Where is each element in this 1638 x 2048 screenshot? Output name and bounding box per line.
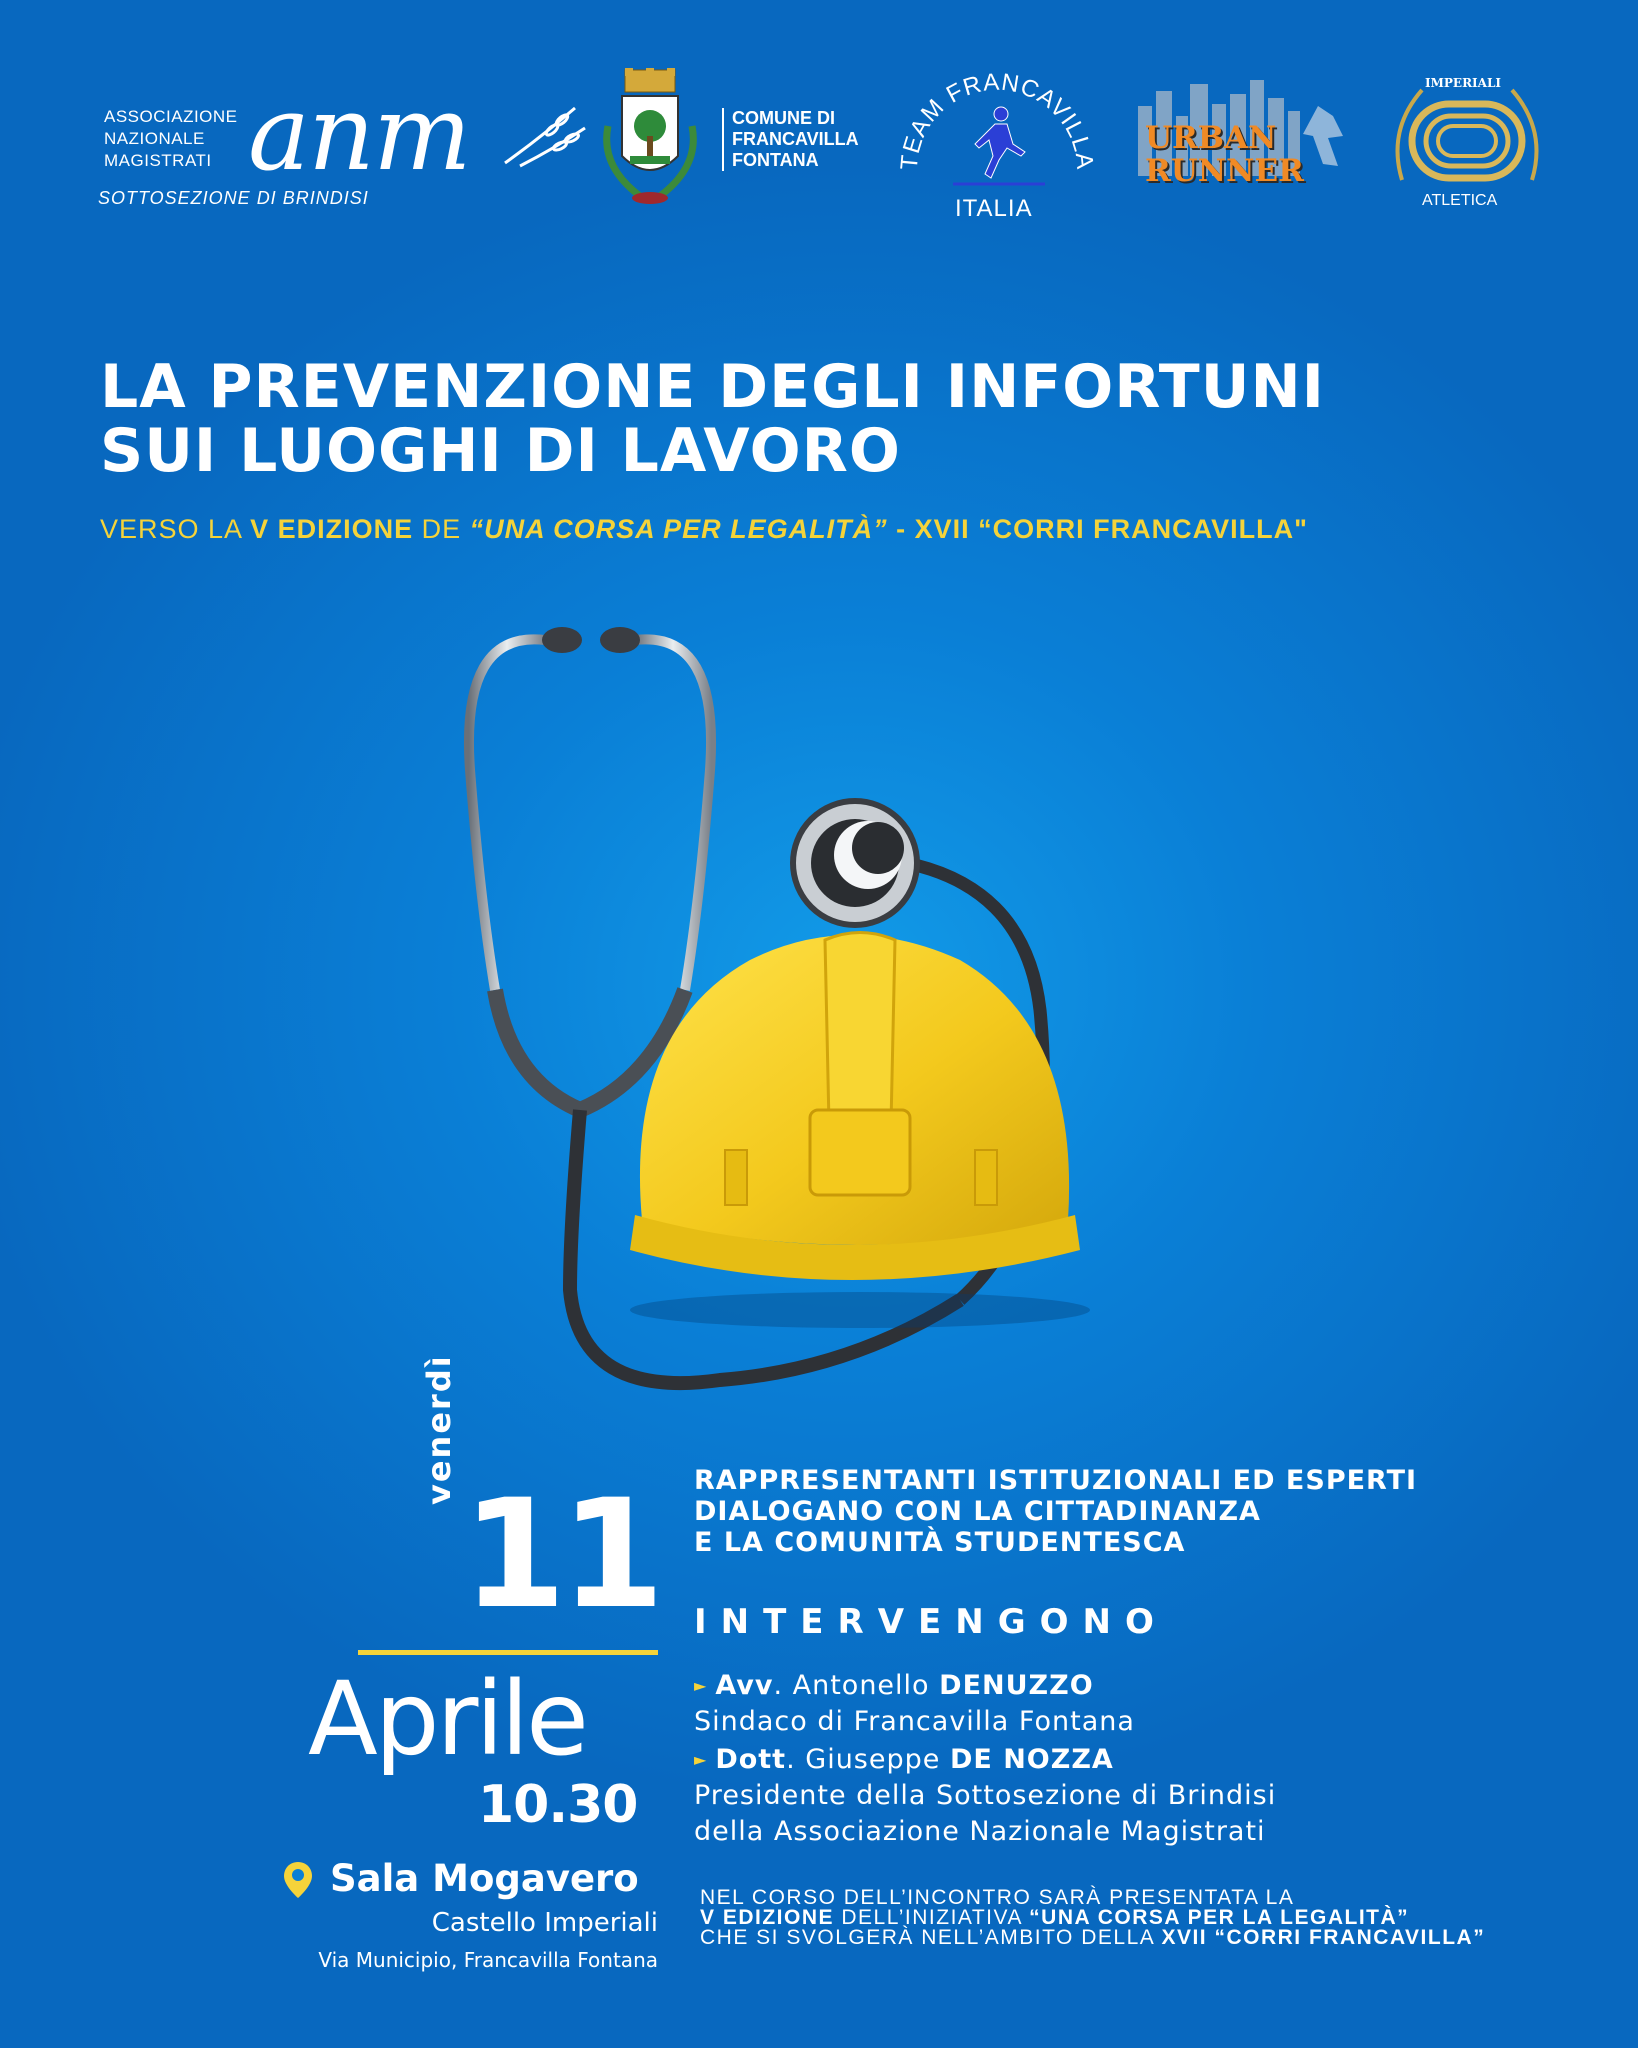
anm-logo-mark: anm: [248, 72, 470, 194]
hard-hat-icon: [630, 933, 1090, 1329]
imperiali-bottom: ATLETICA: [1422, 192, 1498, 209]
anm-org-name: [104, 106, 238, 172]
speaker-item: [694, 1742, 1276, 1850]
footnote-line: [700, 1908, 1485, 1928]
comune-line: FRANCAVILLA: [732, 129, 859, 149]
urban-runner-logo: [1145, 122, 1304, 188]
intro-line: DIALOGANO CON LA CITTADINANZA: [694, 1496, 1261, 1527]
imperiali-top: IMPERIALI: [1425, 76, 1502, 90]
event-month: Aprile: [308, 1660, 586, 1779]
speaker-title: Dott: [715, 1744, 787, 1775]
footnote-line: [700, 1928, 1485, 1948]
speaker-last-name: DE NOZZA: [949, 1744, 1114, 1775]
footnote-bold: XVII “CORRI FRANCAVILLA”: [1161, 1926, 1486, 1949]
subtitle-part: DE: [413, 514, 470, 544]
wheat-icon: [500, 98, 590, 168]
event-time: 10.30: [478, 1775, 638, 1835]
triangle-bullet-icon: ►: [694, 1750, 708, 1769]
comune-line: FONTANA: [732, 150, 819, 170]
footnote-bold: V EDIZIONE: [700, 1906, 835, 1929]
speaker-title: Avv: [715, 1670, 774, 1701]
location-pin-icon: [283, 1860, 313, 1900]
intro-text: [694, 1465, 1417, 1558]
page-title: [100, 352, 1325, 486]
team-arc-text: TEAM FRANCAVILLA: [895, 68, 1099, 172]
triangle-bullet-icon: ►: [694, 1676, 708, 1695]
footnote-text: DELL’INIZIATIVA: [834, 1906, 1030, 1929]
speaker-last-name: DENUZZO: [939, 1670, 1094, 1701]
footnote-text: CHE SI SVOLGERÀ NELL’AMBITO DELLA: [700, 1926, 1162, 1949]
stethoscope-helmet-illustration: [420, 610, 1140, 1400]
urban-line: URBAN: [1145, 120, 1277, 156]
coat-of-arms-icon: [590, 66, 710, 216]
footnote-line: NEL CORSO DELL’INCONTRO SARÀ PRESENTATA LA: [700, 1886, 1295, 1909]
event-day: 11: [462, 1468, 659, 1642]
speaker-item: [694, 1668, 1135, 1740]
speaker-dot: .: [786, 1744, 806, 1775]
runner-icon: [975, 107, 1025, 178]
venue-name: Sala Mogavero: [330, 1857, 639, 1900]
team-francavilla-logo: [895, 52, 1100, 202]
urban-line: RUNNER: [1145, 153, 1304, 189]
venue-building: Castello Imperiali: [431, 1908, 658, 1938]
subtitle-edition: V EDIZIONE: [250, 514, 414, 544]
speaker-first-name: Antonello: [792, 1670, 940, 1701]
subtitle-race-name: “UNA CORSA PER LEGALITÀ”: [469, 514, 888, 544]
speaker-role: della Associazione Nazionale Magistrati: [694, 1816, 1266, 1847]
anm-org-line: NAZIONALE: [104, 129, 205, 148]
footnote: [700, 1888, 1485, 1948]
subtitle: [100, 514, 1308, 545]
comune-line: COMUNE DI: [732, 108, 835, 128]
team-country: ITALIA: [955, 195, 1033, 222]
anm-subsection: SOTTOSEZIONE DI BRINDISI: [98, 188, 369, 208]
speaker-dot: .: [773, 1670, 793, 1701]
title-line: SUI LUOGHI DI LAVORO: [100, 416, 901, 486]
footnote-bold: “UNA CORSA PER LA LEGALITÀ”: [1029, 1906, 1410, 1929]
intro-line: RAPPRESENTANTI ISTITUZIONALI ED ESPERTI: [694, 1465, 1418, 1496]
anm-org-line: ASSOCIAZIONE: [104, 107, 238, 126]
speaker-role: Presidente della Sottosezione di Brindisi: [694, 1780, 1277, 1811]
venue-address: Via Municipio, Francavilla Fontana: [318, 1948, 658, 1972]
speakers-heading: INTERVENGONO: [694, 1602, 1168, 1642]
speaker-first-name: Giuseppe: [805, 1744, 950, 1775]
intro-line: E LA COMUNITÀ STUDENTESCA: [694, 1527, 1186, 1558]
subtitle-part: VERSO LA: [100, 514, 251, 544]
comune-name: [722, 108, 859, 171]
speaker-role: Sindaco di Francavilla Fontana: [694, 1706, 1135, 1737]
speaker-name: [694, 1742, 1276, 1778]
weekday-label: venerdì: [420, 1354, 458, 1505]
date-divider: [358, 1650, 658, 1655]
title-line: LA PREVENZIONE DEGLI INFORTUNI: [100, 352, 1325, 422]
subtitle-corri: - XVII “CORRI FRANCAVILLA": [887, 514, 1308, 544]
speaker-name: [694, 1668, 1135, 1704]
anm-org-line: MAGISTRATI: [104, 151, 212, 170]
